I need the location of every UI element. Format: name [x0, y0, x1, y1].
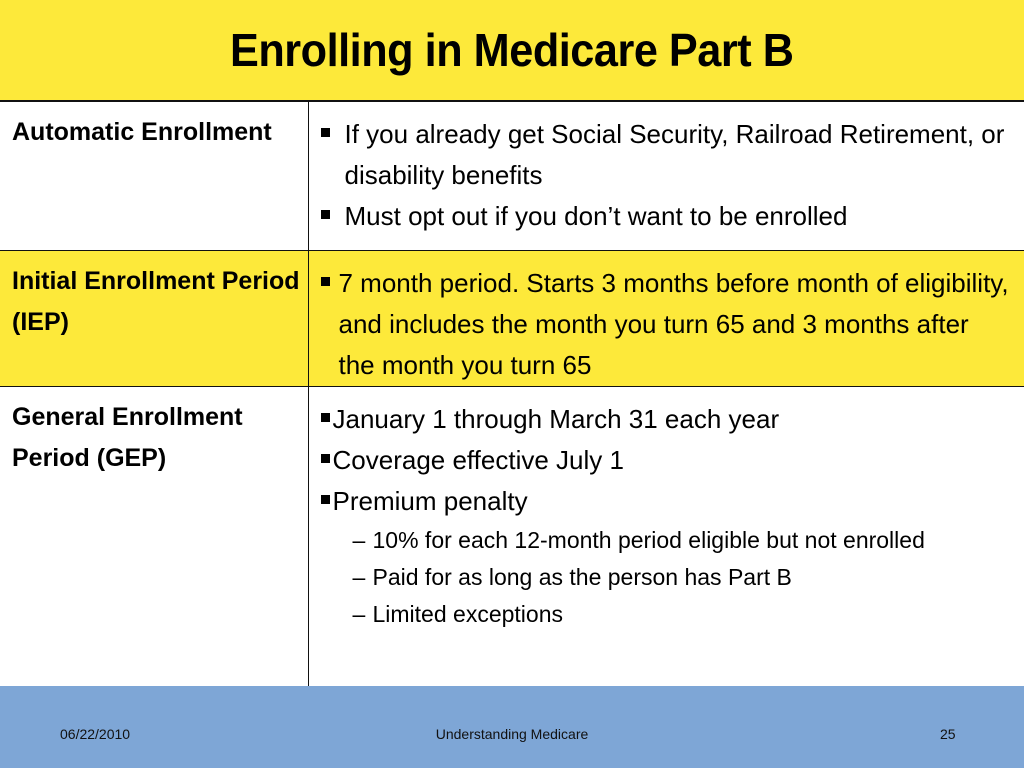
bullet-square-icon [321, 277, 330, 286]
row-label: Automatic Enrollment [0, 102, 308, 250]
bullet-square-icon [321, 128, 330, 137]
bullet-text: Coverage effective July 1 [332, 444, 624, 475]
row-label: General Enrollment Period (GEP) [0, 386, 308, 690]
sub-bullet-text: Paid for as long as the person has Part B [372, 563, 792, 590]
list-item [321, 440, 1011, 481]
row-content [308, 386, 1024, 690]
bullet-list [321, 114, 1011, 237]
row-content [308, 250, 1024, 386]
list-item [321, 196, 1011, 237]
sub-list-item [353, 596, 1011, 633]
enrollment-table [0, 102, 1024, 690]
bullet-text: January 1 through March 31 each year [332, 403, 780, 434]
bullet-square-icon [321, 495, 330, 504]
footer [0, 686, 1024, 768]
bullet-text: Premium penalty [332, 485, 528, 516]
sub-list-item [353, 559, 1011, 596]
sub-bullet-text: 10% for each 12-month period eligible but not enrolled [372, 526, 925, 553]
table-row [0, 386, 1024, 690]
row-content [308, 102, 1024, 250]
title-bar [0, 0, 1024, 102]
footer-date: 06/22/2010 [60, 726, 131, 742]
table-row [0, 250, 1024, 386]
dash-icon: – [352, 563, 366, 590]
sub-bullet-text: Limited exceptions [372, 600, 563, 627]
bullet-square-icon [321, 454, 330, 463]
list-item [321, 399, 1011, 440]
page-title: Enrolling in Medicare Part B [230, 24, 794, 76]
row-label: Initial Enrollment Period (IEP) [0, 250, 308, 386]
sub-list-item [353, 522, 1011, 559]
bullet-text: 7 month period. Starts 3 months before month of eligibility, and includes the month you turn 65 and 3 months after the month you turn 65 [338, 267, 1009, 380]
bullet-list [321, 399, 1011, 633]
bullet-text: If you already get Social Security, Railroad Retirement, or disability benefits [344, 119, 1005, 190]
footer-title: Understanding Medicare [435, 726, 589, 742]
dash-icon: – [352, 526, 366, 553]
bullet-list [321, 263, 1011, 386]
dash-icon: – [352, 600, 366, 627]
list-item [321, 263, 1011, 386]
list-item [321, 481, 1011, 633]
bullet-text: Must opt out if you don’t want to be enrolled [344, 201, 848, 231]
bullet-square-icon [321, 210, 330, 219]
sub-bullet-list [333, 522, 1011, 633]
slide-number: 25 [940, 726, 956, 742]
list-item [321, 114, 1011, 196]
table-row [0, 102, 1024, 250]
bullet-square-icon [321, 413, 330, 422]
